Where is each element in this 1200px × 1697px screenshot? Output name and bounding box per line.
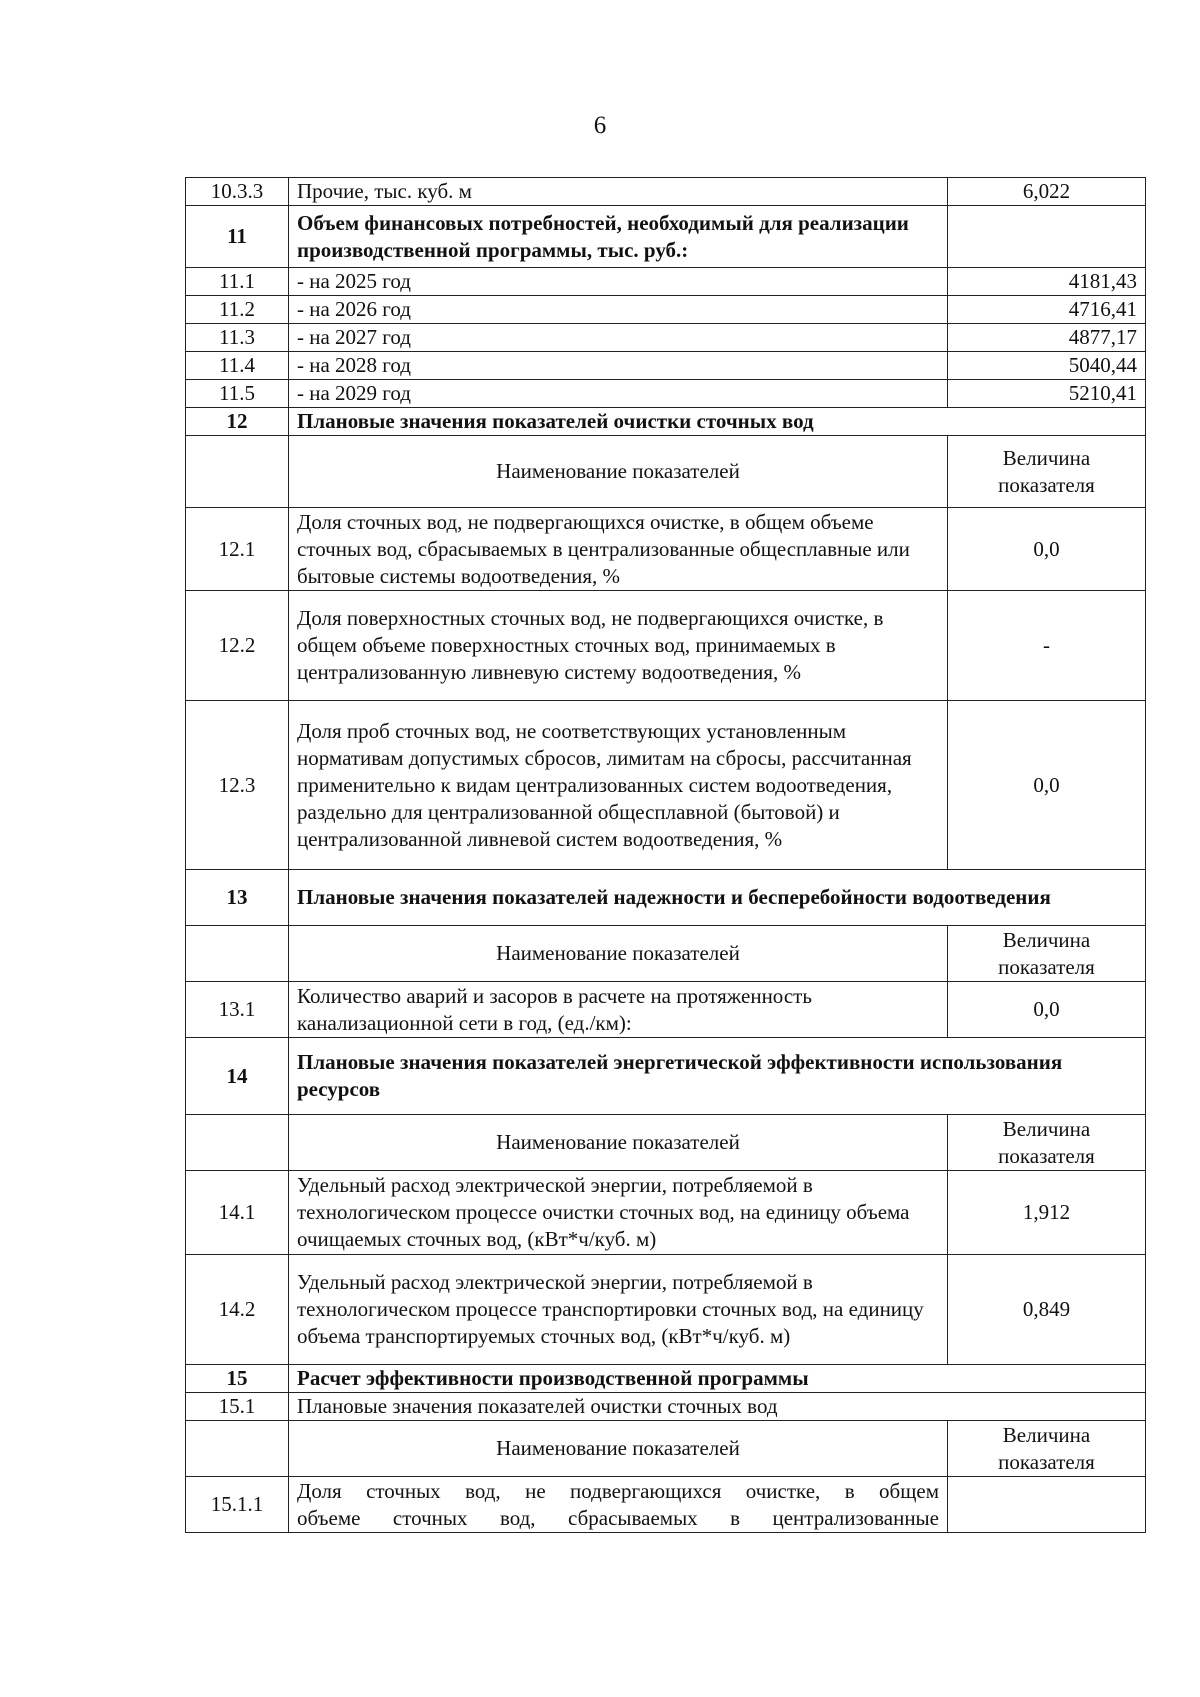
table-row [186, 296, 1146, 324]
row-text: - на 2028 год [289, 352, 948, 380]
table-row [186, 1477, 1146, 1533]
section-number: 12 [186, 408, 289, 436]
row-text: Количество аварий и засоров в расчете на протяженность канализационной сети в год, (ед./км): [289, 982, 948, 1038]
row-text: Прочие, тыс. куб. м [289, 178, 948, 206]
empty-cell [186, 436, 289, 508]
row-text: Доля сточных вод, не подвергающихся очистке, в общем объеме сточных вод, сбрасываемых в централизованные общесплавные или бытовые системы водоотведения, % [289, 508, 948, 591]
row-value: 0,0 [948, 701, 1146, 870]
row-number: 12.3 [186, 701, 289, 870]
row-text: - на 2029 год [289, 380, 948, 408]
section-number: 13 [186, 870, 289, 926]
section-number: 11 [186, 206, 289, 268]
column-header-value: Величина показателя [948, 1115, 1146, 1171]
row-value: 4181,43 [948, 268, 1146, 296]
page-number: 6 [593, 112, 607, 139]
table-row [186, 701, 1146, 870]
row-value: 4877,17 [948, 324, 1146, 352]
empty-cell [948, 1477, 1146, 1533]
row-value: 4716,41 [948, 296, 1146, 324]
row-text: Доля поверхностных сточных вод, не подвергающихся очистке, в общем объеме поверхностных сточных вод, принимаемых в централизованную ливневую систему водоотведения, % [289, 591, 948, 701]
row-value: 0,0 [948, 982, 1146, 1038]
row-number: 11.1 [186, 268, 289, 296]
row-text: Доля проб сточных вод, не соответствующих установленным нормативам допустимых сбросов, лимитам на сбросы, рассчитанная применительно к видам централизованных систем водоотведения, раздельно для централизованной общесплавной (бытовой) и централизованной ливневой систем водоотведения, % [289, 701, 948, 870]
column-header-name: Наименование показателей [289, 1115, 948, 1171]
row-number: 15.1 [186, 1393, 289, 1421]
column-header-value: Величина показателя [948, 1421, 1146, 1477]
empty-cell [948, 206, 1146, 268]
table-row [186, 268, 1146, 296]
row-number: 14.1 [186, 1171, 289, 1255]
empty-cell [186, 926, 289, 982]
section-row [186, 870, 1146, 926]
section-title: Плановые значения показателей надежности и бесперебойности водоотведения [289, 870, 1146, 926]
row-text [289, 1477, 948, 1533]
table-row [186, 982, 1146, 1038]
row-value: 1,912 [948, 1171, 1146, 1255]
section-row [186, 206, 1146, 268]
row-text-line: Доля сточных вод, не подвергающихся очистке, в общем [297, 1478, 939, 1503]
row-text: Удельный расход электрической энергии, потребляемой в технологическом процессе транспортировки сточных вод, на единицу объема транспортируемых сточных вод, (кВт*ч/куб. м) [289, 1255, 948, 1365]
column-header-value: Величина показателя [948, 436, 1146, 508]
table-row [186, 1393, 1146, 1421]
section-row [186, 1038, 1146, 1115]
table-row [186, 352, 1146, 380]
row-number: 11.5 [186, 380, 289, 408]
section-title: Плановые значения показателей энергетической эффективности использования ресурсов [289, 1038, 1146, 1115]
row-value: 6,022 [948, 178, 1146, 206]
row-number: 14.2 [186, 1255, 289, 1365]
row-number: 13.1 [186, 982, 289, 1038]
header-row [186, 1115, 1146, 1171]
row-text: Плановые значения показателей очистки сточных вод [289, 1393, 1146, 1421]
section-title: Расчет эффективности производственной программы [289, 1365, 1146, 1393]
row-number: 11.3 [186, 324, 289, 352]
header-row [186, 926, 1146, 982]
column-header-name: Наименование показателей [289, 926, 948, 982]
row-text-line: объеме сточных вод, сбрасываемых в централизованные [297, 1505, 939, 1530]
row-text: - на 2025 год [289, 268, 948, 296]
header-row [186, 436, 1146, 508]
row-text: - на 2026 год [289, 296, 948, 324]
empty-cell [186, 1115, 289, 1171]
row-text: Удельный расход электрической энергии, потребляемой в технологическом процессе очистки сточных вод, на единицу объема очищаемых сточных вод, (кВт*ч/куб. м) [289, 1171, 948, 1255]
table-row [186, 591, 1146, 701]
header-row [186, 1421, 1146, 1477]
section-number: 15 [186, 1365, 289, 1393]
row-value: 0,849 [948, 1255, 1146, 1365]
column-header-name: Наименование показателей [289, 436, 948, 508]
section-title: Объем финансовых потребностей, необходимый для реализации производственной программы, тыс. руб.: [289, 206, 948, 268]
row-number: 11.4 [186, 352, 289, 380]
table-row [186, 508, 1146, 591]
row-value: 5210,41 [948, 380, 1146, 408]
row-value: 5040,44 [948, 352, 1146, 380]
row-number: 12.1 [186, 508, 289, 591]
section-number: 14 [186, 1038, 289, 1115]
row-number: 12.2 [186, 591, 289, 701]
section-title: Плановые значения показателей очистки сточных вод [289, 408, 1146, 436]
row-number: 11.2 [186, 296, 289, 324]
table-row [186, 1255, 1146, 1365]
table-row [186, 178, 1146, 206]
empty-cell [186, 1421, 289, 1477]
row-text: - на 2027 год [289, 324, 948, 352]
indicators-table [185, 177, 1146, 1533]
row-number: 15.1.1 [186, 1477, 289, 1533]
row-value: 0,0 [948, 508, 1146, 591]
column-header-value: Величина показателя [948, 926, 1146, 982]
table-row [186, 324, 1146, 352]
table-row [186, 380, 1146, 408]
row-number: 10.3.3 [186, 178, 289, 206]
section-row [186, 1365, 1146, 1393]
section-row [186, 408, 1146, 436]
row-value: - [948, 591, 1146, 701]
column-header-name: Наименование показателей [289, 1421, 948, 1477]
table-row [186, 1171, 1146, 1255]
